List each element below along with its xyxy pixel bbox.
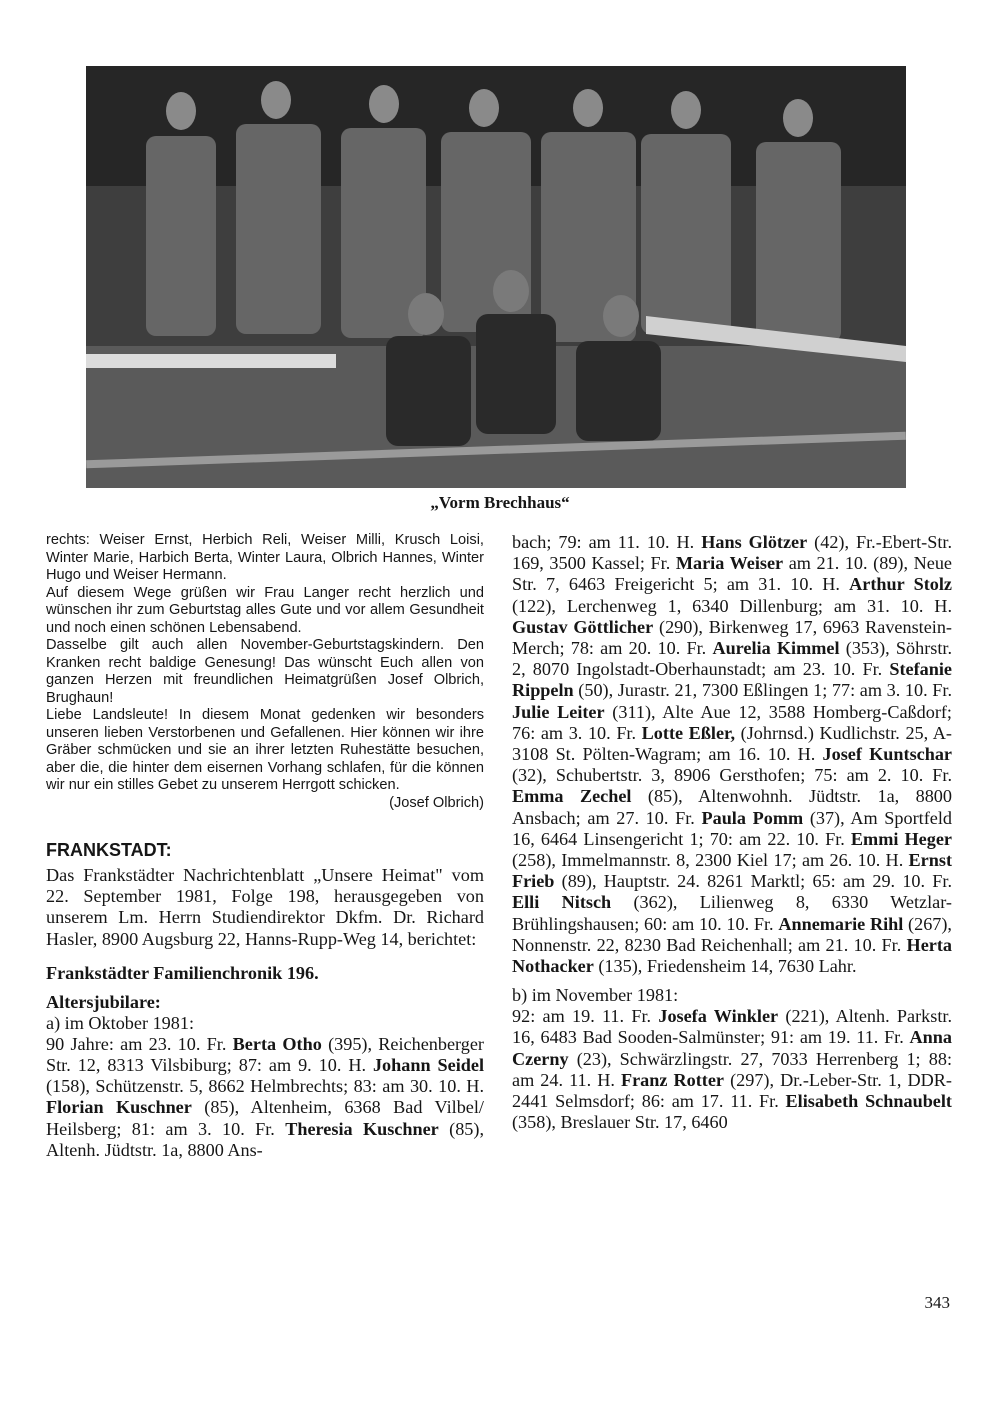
landsleute-paragraph: Liebe Landsleute! In diesem Monat gedenken wir besonders unseren lieben Verstorbenen und Gefallenen. Hier können wir ihre Gräber schmücken und sie an ihrer letzten Ruhestätte besuchen, aber die, die hinter dem eisernen Vorhang schlafen, für die können wir nur ein stilles Gebet zu unserem Herrgott schicken. bbox=[46, 707, 484, 793]
frankstadt-paragraph: Das Frankstädter Nachrichtenblatt „Unsere Heimat" vom 22. September 1981, Folge 198, herausgegeben von unserem Lm. Herrn Studiendirektor Dkfm. Dr. Richard Hasler, 8900 Augsburg 22, Hanns-Rupp-Weg 14, berichtet: bbox=[46, 865, 484, 949]
person-name: Gustav Göttlicher bbox=[512, 616, 654, 637]
chronik-heading: Frankstädter Familienchronik 196. bbox=[46, 962, 319, 983]
person-name: Julie Leiter bbox=[512, 701, 605, 722]
person-name: Hans Glötzer bbox=[701, 532, 808, 552]
november-label: b) im November 1981: bbox=[512, 985, 679, 1006]
person-name: Johann Seidel bbox=[372, 1055, 484, 1076]
person-name: Aurelia Kimmel bbox=[712, 638, 840, 659]
page-number: 343 bbox=[924, 1293, 950, 1312]
person-name: Franz Rotter bbox=[620, 1069, 725, 1090]
person-name: Berta Otho bbox=[232, 1033, 322, 1054]
signature: (Josef Olbrich) bbox=[389, 794, 484, 811]
person-name: Maria Weiser bbox=[675, 553, 784, 574]
person-name: Josef Kuntschar bbox=[822, 744, 952, 765]
person-name: Elli Nitsch bbox=[512, 892, 612, 913]
person-name: Emma Zechel bbox=[512, 786, 632, 807]
october-entries: 90 Jahre: am 23. 10. Fr. Berta Otho (395), Reichenberger Str. 12, 8313 Vilsbiburg; 87: am 9. 10. H. Johann Seidel (158), Schützenstr. 5, 8662 Helmbrechts; 83: am 30. 10. H. Florian Kuschner (85), Altenheim, 6368 Bad Vilbel/ Heilsberg; 81: am 3. 10. Fr. Theresia Kuschner (85), Altenh. Jüdtstr. 1a, 8800 Ans- bbox=[46, 1033, 484, 1160]
left-column bbox=[46, 532, 484, 1161]
person-name: Anna Czerny bbox=[512, 1027, 952, 1069]
person-name: Florian Kuschner bbox=[46, 1097, 192, 1118]
person-name: Theresia Kuschner bbox=[285, 1118, 439, 1139]
november-paragraph: Dasselbe gilt auch allen November-Geburtstagskindern. Den Kranken recht baldige Genesung! Das wünscht Euch allen von ganzen Herzen mit freundlichen Heimatgrüßen Josef Olbrich, Brughaun! bbox=[46, 637, 484, 706]
group-photo bbox=[86, 66, 906, 488]
section-heading: FRANKSTADT: bbox=[46, 840, 172, 860]
greeting-paragraph: Auf diesem Wege grüßen wir Frau Langer recht herzlich und wünschen ihr zum Geburtstag alles Gute und vor allem Gesundheit und noch einen schönen Lebensabend. bbox=[46, 584, 484, 636]
person-name: Herta Nothacker bbox=[512, 934, 952, 977]
person-name: Stefanie Rippeln bbox=[512, 659, 952, 701]
person-name: Arthur Stolz bbox=[849, 574, 952, 595]
november-entries: 92: am 19. 11. Fr. Josefa Winkler (221), Altenh. Parkstr. 16, 6483 Bad Sooden-Salmünster; 91: am 19. 11. Fr. Anna Czerny (23), Schwärzlingstr. 27, 7033 Herrenberg 1; 88: am 24. 11. H. Franz Rotter (297), Dr.-Leber-Str. 1, DDR-2441 Selmsdorf; 86: am 17. 11. Fr. Elisabeth Schnaubelt (358), Breslauer Str. 17, 6460 bbox=[512, 1006, 953, 1133]
october-entries-continued: bach; 79: am 11. 10. H. Hans Glötzer (42), Fr.-Ebert-Str. 169, 3500 Kassel; Fr. Maria Weiser am 21. 10. (89), Neue Str. 7, 6463 Freigericht 5; am 31. 10. H. Arthur Stolz (122), Lerchenweg 1, 6340 Dillenburg; am 31. 10. H. Gustav Göttlicher (290), Birkenweg 17, 6963 Ravenstein-Merch; 78: am 20. 10. Fr. Aurelia Kimmel (353), Söhrstr. 2, 8070 Ingolstadt-Oberhaunstadt; am 23. 10. Fr. Stefanie Rippeln (50), Jurastr. 21, 7300 Eßlingen 1; 77: am 3. 10. Fr. Julie Leiter (311), Alte Aue 12, 3588 Homberg-Caßdorf; 76: am 3. 10. Fr. Lotte Eßler, (Johrnsd.) Kudlichstr. 25, A-3108 St. Pölten-Wagram; am 16. 10. H. Josef Kuntschar (32), Schubertstr. 3, 8906 Gersthofen; 75: am 2. 10. Fr. Emma Zechel (85), Altenwohnh. Jüdtstr. 1a, 8800 Ansbach; am 27. 10. Fr. Paula Pomm (37), Am Sportfeld 16, 6464 Linsengericht 1; 70: am 22. 10. Fr. Emmi Heger (258), Immelmannstr. 8, 2300 Kiel 17; am 26. 10. H. Ernst Frieb (89), Hauptstr. 24. 8261 Marktl; 65: am 29. 10. Fr. Elli Nitsch (362), Lilienweg 8, 6330 Wetzlar-Brühlingshausen; 60: am 10. 10. Fr. Annemarie Rihl (267), Nonnenstr. 22, 8230 Bad Reichenhall; am 21. 10. Fr. Herta Nothacker (135), Friedensheim 14, 7630 Lahr. bbox=[512, 532, 952, 977]
person-name: Ernst Frieb bbox=[512, 850, 952, 892]
right-column bbox=[512, 532, 952, 1133]
jubilare-heading: Altersjubilare: bbox=[46, 991, 161, 1012]
person-name: Lotte Eßler, bbox=[641, 722, 736, 743]
photo-illustration bbox=[86, 66, 906, 488]
signature-line bbox=[46, 795, 484, 813]
person-name: Josefa Winkler bbox=[658, 1006, 779, 1027]
names-paragraph: rechts: Weiser Ernst, Herbich Reli, Weiser Milli, Krusch Loisi, Winter Marie, Harbich Berta, Winter Laura, Olbrich Hannes, Winter Hugo und Weiser Hermann. bbox=[46, 532, 484, 583]
person-name: Elisabeth Schnaubelt bbox=[785, 1091, 952, 1112]
person-name: Emmi Heger bbox=[850, 828, 952, 849]
photo-caption: „Vorm Brechhaus“ bbox=[430, 493, 570, 512]
october-label: a) im Oktober 1981: bbox=[46, 1012, 194, 1033]
person-name: Annemarie Rihl bbox=[778, 913, 904, 934]
person-name: Paula Pomm bbox=[701, 807, 804, 828]
